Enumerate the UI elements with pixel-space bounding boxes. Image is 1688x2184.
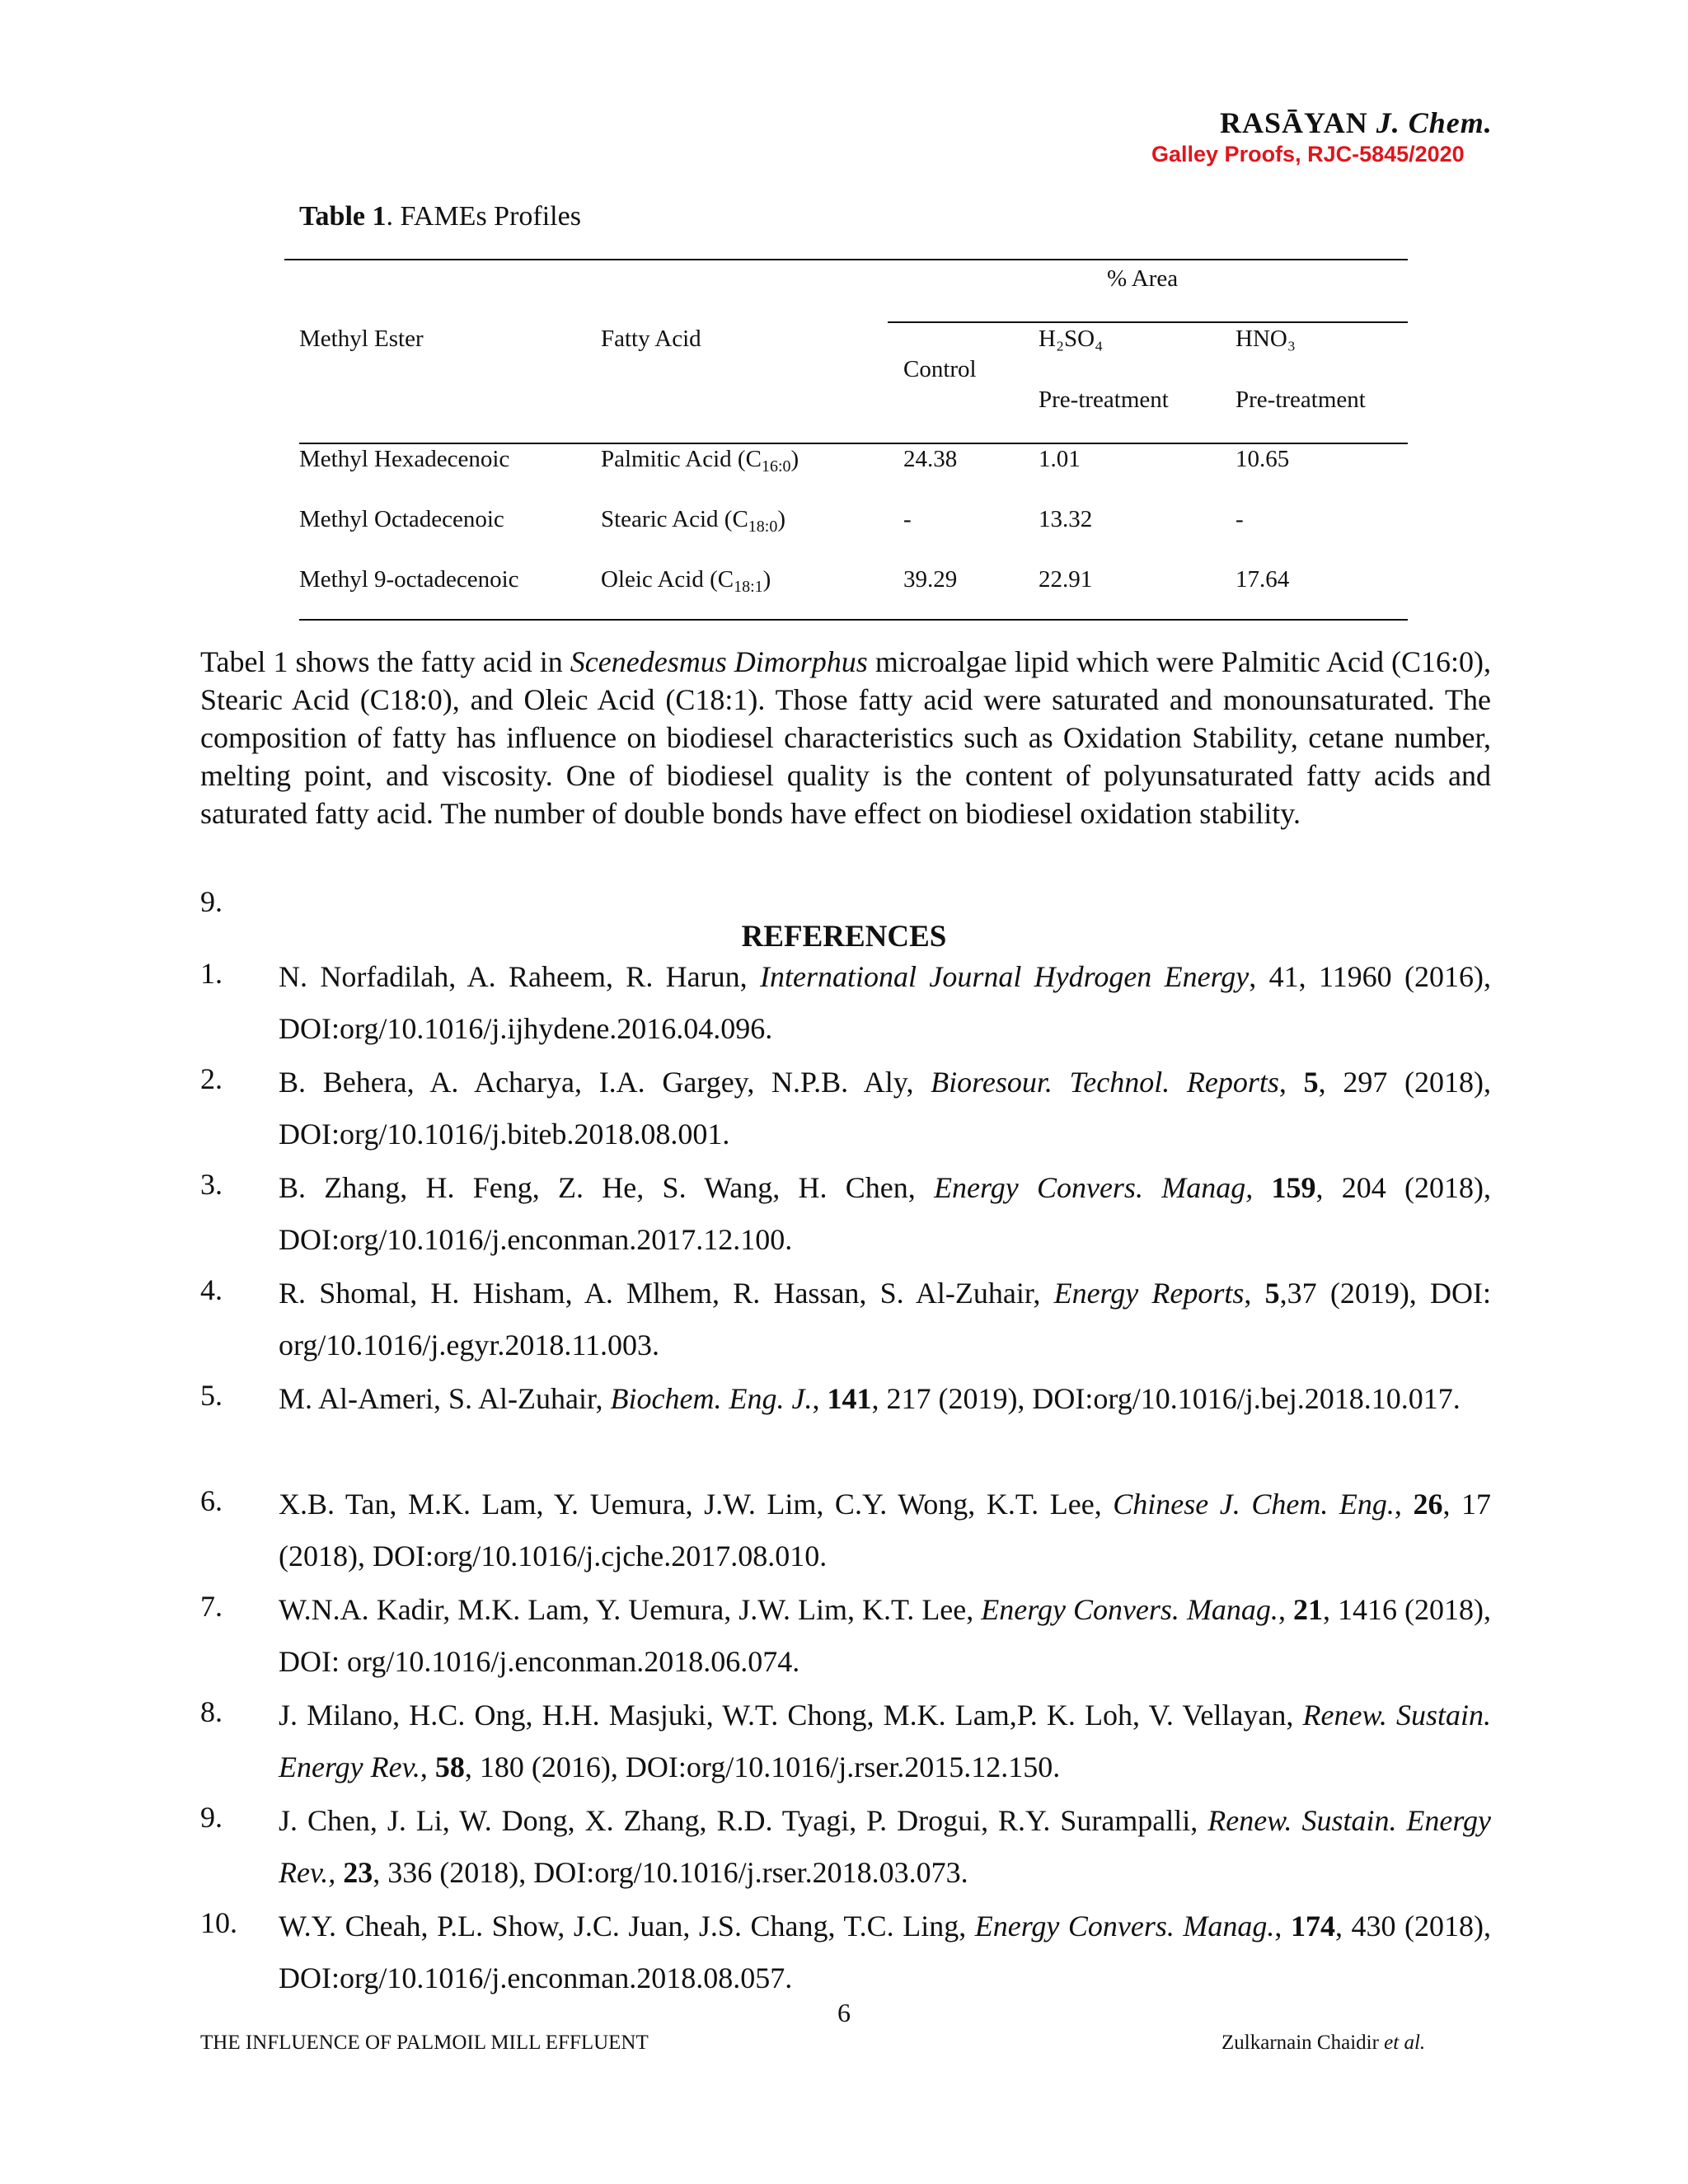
table-cell-h2so4: 1.01 bbox=[1039, 446, 1081, 472]
running-title: THE INFLUENCE OF PALMOIL MILL EFFLUENT bbox=[200, 2032, 649, 2054]
reference-number: 1. bbox=[200, 957, 223, 990]
reference-details: , 217 (2019), DOI:org/10.1016/j.bej.2018.10.017. bbox=[871, 1382, 1461, 1415]
header-methyl-ester: Methyl Ester bbox=[299, 326, 424, 352]
table-header-rule bbox=[299, 443, 1408, 444]
et-al: et al. bbox=[1384, 2032, 1426, 2054]
reference-details: , 17 (2018), DOI:org/10.1016/j.cjche.2017.08.010. bbox=[279, 1488, 1492, 1572]
reference-details: , 297 (2018), DOI:org/10.1016/j.biteb.2018.08.001. bbox=[279, 1066, 1492, 1151]
reference-journal: Energy Convers. Manag. bbox=[974, 1910, 1275, 1943]
table-cell-hno3: - bbox=[1236, 506, 1244, 532]
species-name: Scenedesmus Dimorphus bbox=[570, 645, 868, 678]
header-control: Control bbox=[903, 356, 977, 382]
reference-journal: Bioresour. Technol. Reports bbox=[931, 1066, 1279, 1099]
reference-item: B. Behera, A. Acharya, I.A. Gargey, N.P.B. Aly, Bioresour. Technol. Reports, 5, 297 (2018), DOI:org/10.1016/j.biteb.2018.08.001. bbox=[279, 1066, 1492, 1151]
author-name: Zulkarnain Chaidir bbox=[1221, 2032, 1385, 2054]
reference-journal: Biochem. Eng. J. bbox=[610, 1382, 813, 1415]
table-cell-hno3: 10.65 bbox=[1236, 446, 1290, 472]
reference-number: 10. bbox=[200, 1906, 237, 1939]
reference-journal: Energy Convers. Manag, bbox=[934, 1171, 1254, 1204]
reference-details: , 336 (2018), DOI:org/10.1016/j.rser.2018.03.073. bbox=[373, 1856, 968, 1889]
journal-name: RASĀYAN bbox=[1220, 106, 1368, 139]
reference-item bbox=[279, 951, 1491, 1055]
table-group-rule bbox=[888, 321, 1408, 323]
reference-journal: Chinese J. Chem. Eng. bbox=[1113, 1488, 1395, 1521]
header-h2so4-pretreatment: Pre-treatment bbox=[1039, 387, 1169, 413]
acid-subscript: 18:0 bbox=[748, 518, 778, 536]
reference-details: , 204 (2018), DOI:org/10.1016/j.enconman.2017.12.100. bbox=[279, 1171, 1491, 1256]
reference-details: ,37 (2019), DOI: org/10.1016/j.egyr.2018.11.003. bbox=[279, 1277, 1491, 1361]
reference-authors: J. Milano, H.C. Ong, H.H. Masjuki, W.T. Chong, M.K. Lam,P. K. Loh, V. Vellayan, bbox=[279, 1699, 1303, 1732]
reference-volume: 174 bbox=[1290, 1910, 1335, 1943]
table-cell-h2so4: 13.32 bbox=[1039, 506, 1093, 532]
reference-authors: J. Chen, J. Li, W. Dong, X. Zhang, R.D. Tyagi, P. Drogui, R.Y. Surampalli, bbox=[279, 1804, 1208, 1837]
paragraph-text: microalgae lipid which were Palmitic Acid (C16:0), Stearic Acid (C18:0), and Oleic Acid (C18:1). Those fatty acid were saturated and monounsaturated. The composition of fatty has influence on biodiesel characteristics such as Oxidation Stability, cetane number, melting point, and viscosity. One of biodiesel quality is the content of polyunsaturated fatty acids and saturated fatty acid. The number of double bonds have effect on biodiesel oxidation stability. bbox=[200, 645, 1492, 830]
reference-authors: M. Al-Ameri, S. Al-Zuhair, bbox=[279, 1382, 611, 1415]
reference-details: , 1416 (2018), DOI: org/10.1016/j.enconman.2018.06.074. bbox=[279, 1593, 1491, 1678]
reference-journal: International Journal Hydrogen Energy bbox=[760, 960, 1250, 993]
reference-details: , 180 (2016), DOI:org/10.1016/j.rser.2015.12.150. bbox=[464, 1750, 1061, 1783]
reference-details: , 41, 11960 (2016), DOI:org/10.1016/j.ijhydene.2016.04.096. bbox=[279, 960, 1492, 1045]
references-heading: REFERENCES bbox=[741, 920, 947, 954]
reference-authors: R. Shomal, H. Hisham, A. Mlhem, R. Hassan, S. Al-Zuhair, bbox=[279, 1277, 1054, 1310]
acid-subscript: 16:0 bbox=[761, 457, 791, 476]
table-cell-h2so4: 22.91 bbox=[1039, 566, 1093, 593]
reference-item: W.Y. Cheah, P.L. Show, J.C. Juan, J.S. Chang, T.C. Ling, Energy Convers. Manag., 174, 430 (2018), DOI:org/10.1016/j.enconman.2018.08.057. bbox=[279, 1910, 1492, 1994]
header-hno3: HNO₃ bbox=[1236, 326, 1296, 352]
reference-volume: 26 bbox=[1413, 1488, 1443, 1521]
reference-item bbox=[279, 1162, 1491, 1266]
running-author bbox=[1221, 2032, 1425, 2055]
acid-name: Stearic Acid (C bbox=[601, 506, 748, 532]
page-number: 6 bbox=[837, 1998, 851, 2027]
reference-number: 4. bbox=[200, 1273, 223, 1306]
table-cell-ester: Methyl Hexadecenoic bbox=[299, 446, 510, 472]
table-caption bbox=[299, 201, 581, 232]
table-cell-acid: Oleic Acid $(C_{18:1})$ bbox=[601, 566, 771, 596]
reference-volume: 5 bbox=[1303, 1066, 1319, 1099]
table-caption-number: Table 1 bbox=[299, 201, 387, 232]
reference-item: M. Al-Ameri, S. Al-Zuhair, Biochem. Eng. J., 141, 217 (2019), DOI:org/10.1016/j.bej.2018.10.017. bbox=[279, 1382, 1461, 1415]
reference-number: 7. bbox=[200, 1590, 223, 1623]
reference-authors: W.Y. Cheah, P.L. Show, J.C. Juan, J.S. Chang, T.C. Ling, bbox=[279, 1910, 975, 1943]
table-caption-text: . FAMEs Profiles bbox=[386, 201, 581, 232]
table-cell-control: 24.38 bbox=[903, 446, 958, 472]
reference-number: 2. bbox=[200, 1062, 223, 1095]
reference-volume: 5 bbox=[1264, 1277, 1280, 1310]
reference-number: 9. bbox=[200, 1801, 223, 1834]
table-bottom-rule bbox=[299, 619, 1408, 621]
paragraph-text: Tabel 1 shows the fatty acid in bbox=[200, 645, 570, 678]
reference-item: W.N.A. Kadir, M.K. Lam, Y. Uemura, J.W. Lim, K.T. Lee, Energy Convers. Manag., 21, 1416 (2018), DOI: org/10.1016/j.enconman.2018.06.074. bbox=[279, 1593, 1491, 1678]
reference-number: 6. bbox=[200, 1484, 223, 1517]
acid-subscript: 18:1 bbox=[734, 578, 763, 596]
reference-volume: 58 bbox=[434, 1750, 465, 1783]
reference-authors: B. Zhang, H. Feng, Z. He, S. Wang, H. Chen, bbox=[279, 1171, 935, 1204]
table-cell-acid: Stearic Acid $(C_{18:0})$ bbox=[601, 506, 786, 536]
body-paragraph bbox=[200, 643, 1491, 832]
table-cell-control: - bbox=[903, 506, 912, 532]
orphan-list-number: 9. bbox=[200, 885, 223, 918]
reference-authors: X.B. Tan, M.K. Lam, Y. Uemura, J.W. Lim, C.Y. Wong, K.T. Lee, bbox=[279, 1488, 1114, 1521]
header-h2so4: H₂SO₄ bbox=[1039, 326, 1104, 352]
acid-name: Oleic Acid (C bbox=[601, 566, 734, 593]
table-cell-ester: Methyl Octadecenoic bbox=[299, 506, 504, 532]
table-cell-control: 39.29 bbox=[903, 566, 958, 593]
reference-details: , 430 (2018), DOI:org/10.1016/j.enconman.2018.08.057. bbox=[279, 1910, 1492, 1994]
reference-item: X.B. Tan, M.K. Lam, Y. Uemura, J.W. Lim, C.Y. Wong, K.T. Lee, Chinese J. Chem. Eng., 26, 17 (2018), DOI:org/10.1016/j.cjche.2017.08.010. bbox=[279, 1488, 1492, 1572]
header-fatty-acid: Fatty Acid bbox=[601, 326, 701, 352]
reference-number: 5. bbox=[200, 1379, 223, 1412]
reference-journal: Renew. Sustain. Energy Rev., bbox=[279, 1804, 1492, 1889]
reference-authors: W.N.A. Kadir, M.K. Lam, Y. Uemura, J.W. Lim, K.T. Lee, bbox=[279, 1593, 982, 1626]
table-top-rule bbox=[284, 259, 1408, 260]
table-cell-ester: Methyl 9-octadecenoic bbox=[299, 566, 519, 593]
reference-journal: Renew. Sustain. Energy Rev. bbox=[279, 1699, 1491, 1783]
journal-title bbox=[1220, 105, 1493, 140]
reference-item: R. Shomal, H. Hisham, A. Mlhem, R. Hassan, S. Al-Zuhair, Energy Reports, 5,37 (2019), DOI: org/10.1016/j.egyr.2018.11.003. bbox=[279, 1277, 1491, 1361]
reference-number: 8. bbox=[200, 1695, 223, 1728]
reference-volume: 159 bbox=[1271, 1171, 1316, 1204]
header-hno3-pretreatment: Pre-treatment bbox=[1236, 387, 1366, 413]
reference-journal: Energy Reports bbox=[1053, 1277, 1245, 1310]
reference-volume: 21 bbox=[1292, 1593, 1323, 1626]
acid-name: Palmitic Acid (C bbox=[601, 446, 762, 472]
reference-item bbox=[279, 1795, 1491, 1899]
reference-volume: 23 bbox=[343, 1856, 373, 1889]
reference-journal: Energy Convers. Manag. bbox=[981, 1593, 1278, 1626]
table-cell-acid: Palmitic Acid $(C_{16:0})$ bbox=[601, 446, 799, 476]
galley-label: Galley Proofs, RJC-5845/2020 bbox=[1151, 142, 1465, 166]
reference-number: 3. bbox=[200, 1168, 223, 1201]
reference-volume: 141 bbox=[827, 1382, 872, 1415]
reference-authors: B. Behera, A. Acharya, I.A. Gargey, N.P.B. Aly, bbox=[279, 1066, 931, 1099]
reference-authors: N. Norfadilah, A. Raheem, R. Harun, bbox=[279, 960, 760, 993]
reference-item: J. Milano, H.C. Ong, H.H. Masjuki, W.T. Chong, M.K. Lam,P. K. Loh, V. Vellayan, Renew. Sustain. Energy Rev., 58, 180 (2016), DOI:org/10.1016/j.rser.2015.12.150. bbox=[279, 1699, 1491, 1783]
journal-abbrev: J. Chem. bbox=[1376, 106, 1493, 139]
header-area-group: % Area bbox=[1107, 265, 1179, 292]
table-cell-hno3: 17.64 bbox=[1236, 566, 1290, 593]
